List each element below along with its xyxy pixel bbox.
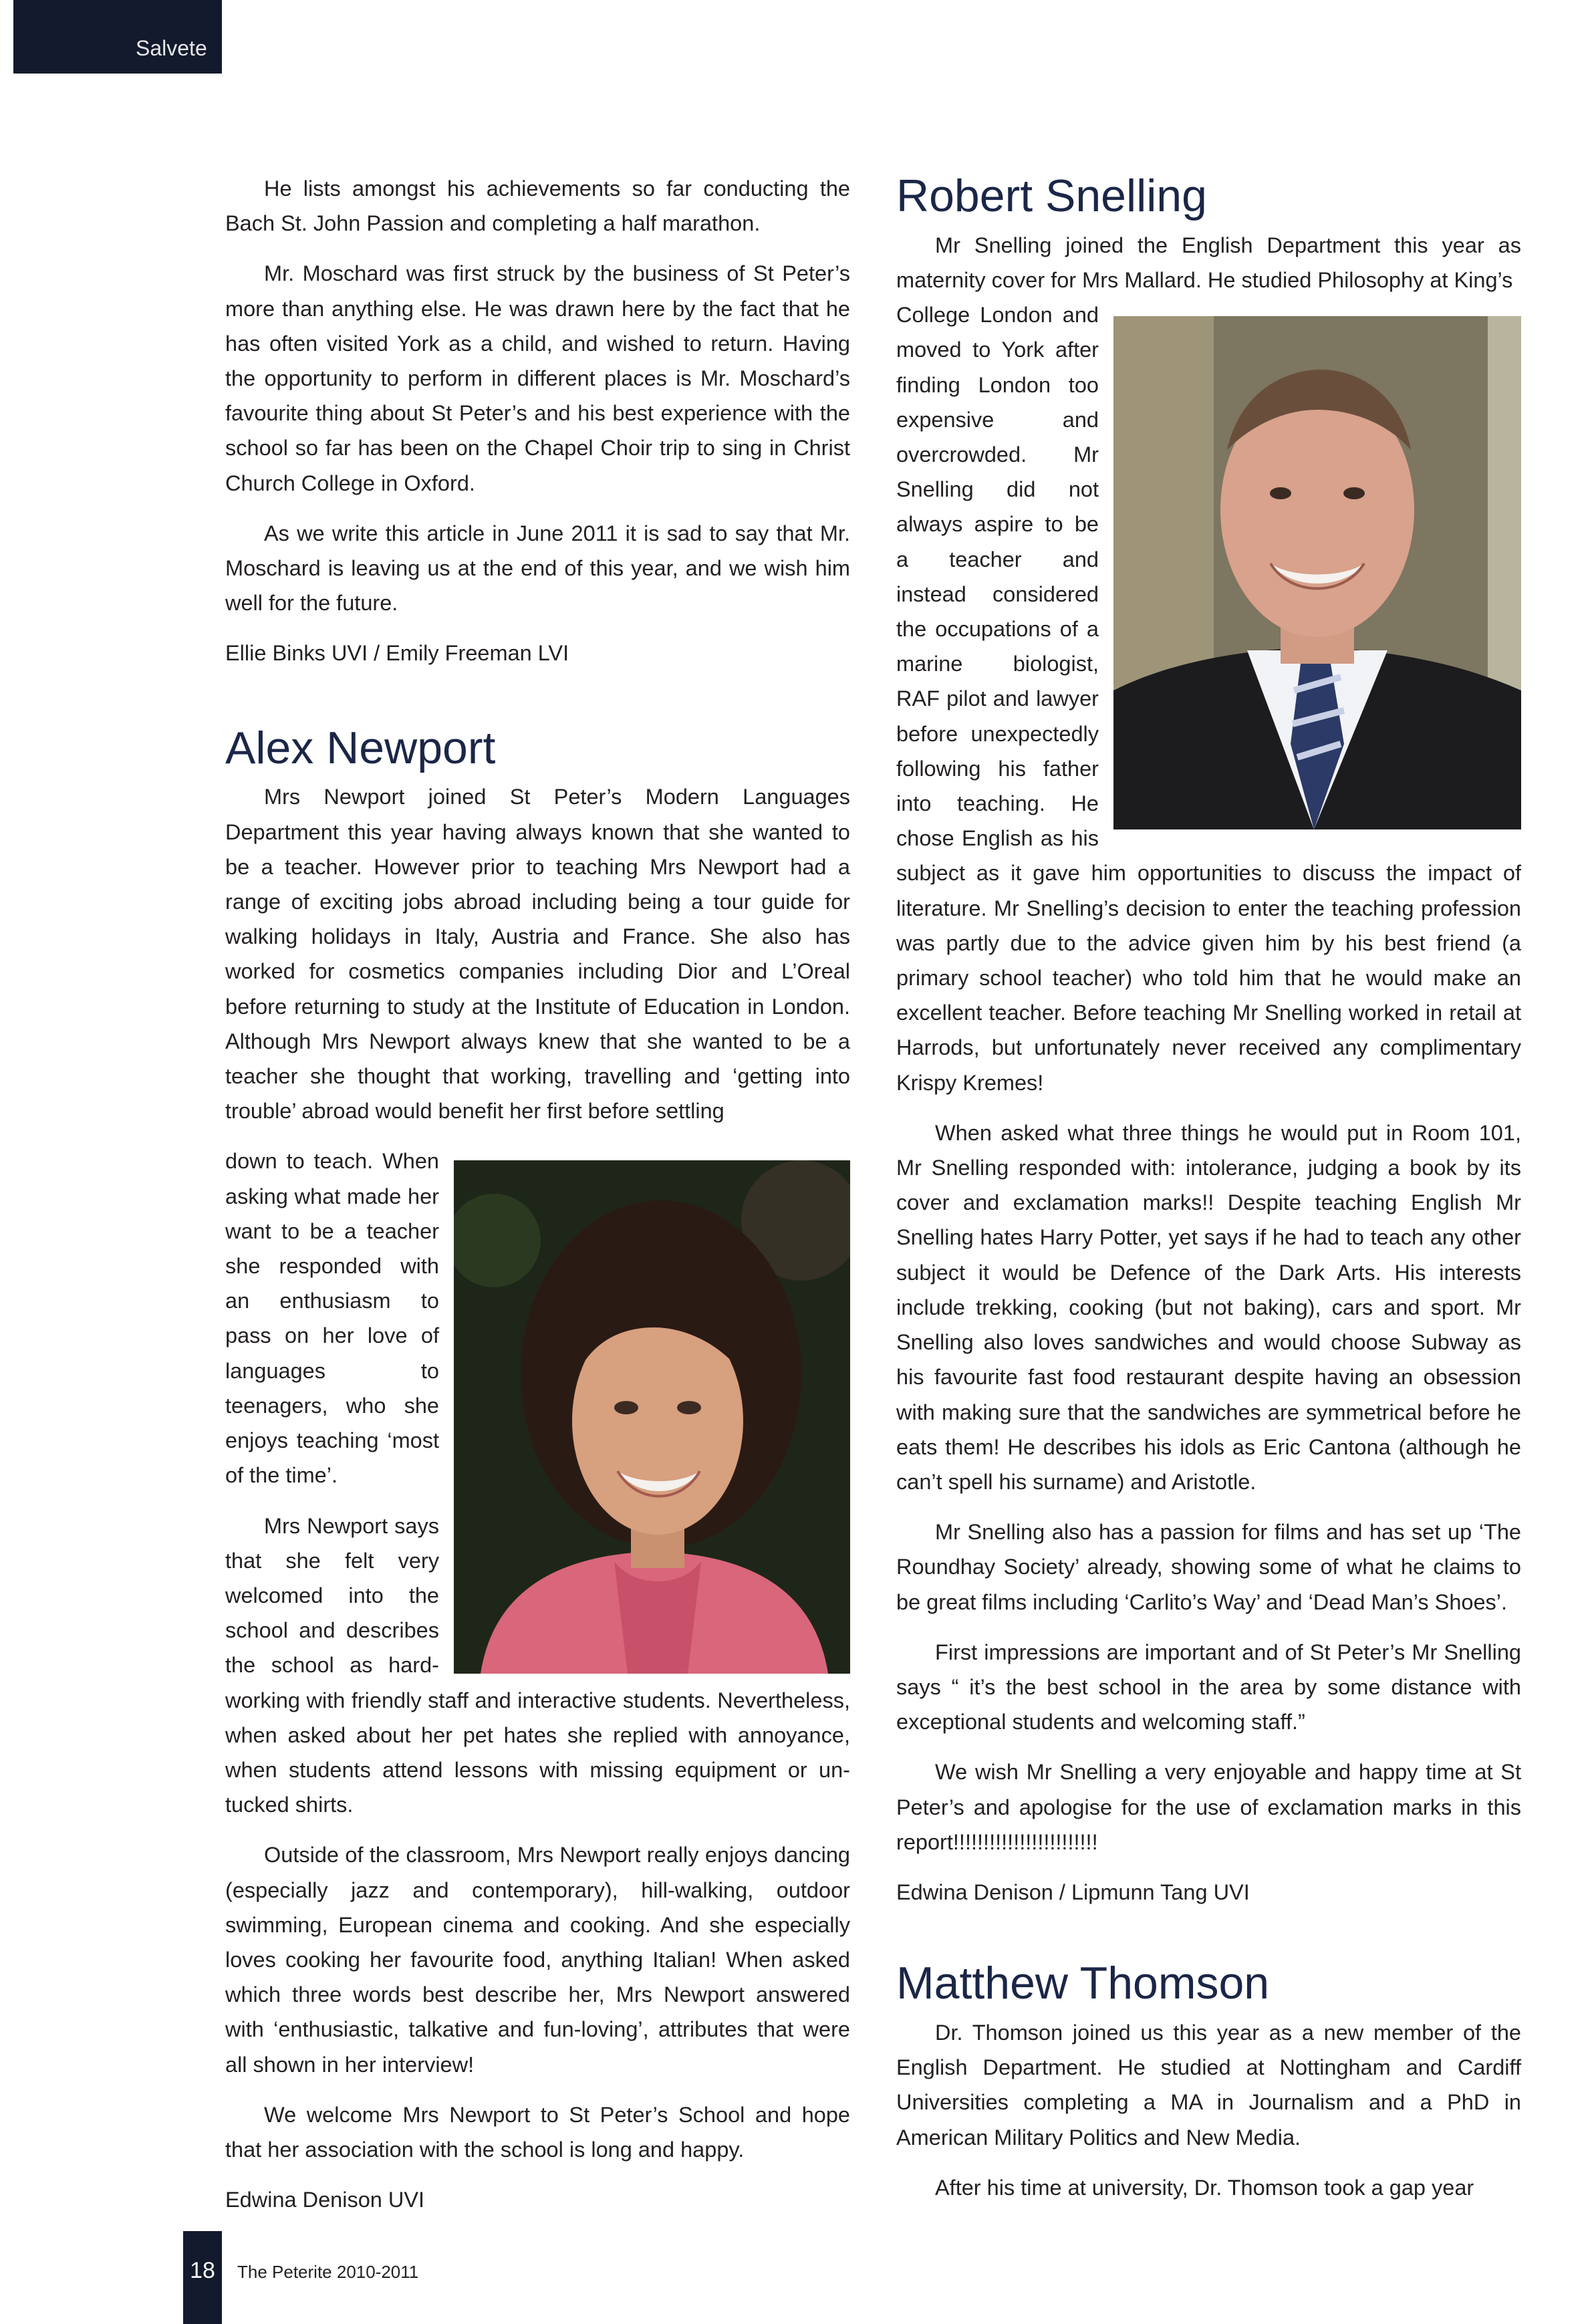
thomson-paragraph-2: After his time at university, Dr. Thomson took a gap year [935, 2175, 1474, 2200]
thomson-paragraph-1: Dr. Thomson joined us this year as a new member of the English Department. He studied at Nottingham and Cardiff Universities completing a MA in Journalism and a PhD in American Military Politics and New Media. [896, 2020, 1521, 2150]
portrait-woman-image [454, 1160, 850, 1674]
snelling-paragraph-3: Mr Snelling also has a passion for films and has set up ‘The Roundhay Society’ already, showing some of what he claims to be great films including ‘Carlito’s Way’ and ‘Dead Man’s Shoes’. [896, 1520, 1521, 1614]
intro-paragraph-3: As we write this article in June 2011 it is sad to say that Mr. Moschard is leaving us at the end of this year, and we wish him well for the future. [225, 521, 850, 616]
snelling-paragraph-4: First impressions are important and of St Peter’s Mr Snelling says “ it’s the best school in the area by some distance with exceptional students and welcoming staff.” [896, 1640, 1521, 1734]
intro-signature: Ellie Binks UVI / Emily Freeman LVI [225, 641, 569, 666]
snelling-signature: Edwina Denison / Lipmunn Tang UVI [896, 1880, 1250, 1904]
snelling-paragraph-1-intro: Mr Snelling joined the English Department this year as maternity cover for Mrs Mallard. He studied Philosophy at King’s [896, 233, 1521, 292]
snelling-paragraph-1-continued: College London and moved to York after finding London too expensive and overcrowded. Mr Snelling did not always aspire to be a teacher and instead considered the occupations of a marine biologist, RAF pilot and lawyer before unexpectedly following his father into teaching. He chose English as his subject as it gave him opportunities to discuss the impact of literature. Mr Snelling’s decision to enter the teaching profession was partly due to the advice given him by his best friend (a primary school teacher) who told him that he would make an excellent teacher. Before teaching Mr Snelling worked in retail at Harrods, but unfortunately never received any complimentary Krispy Kremes! [896, 303, 1521, 1095]
heading-alex-newport: Alex Newport [225, 722, 496, 773]
section-tab-label: Salvete [136, 36, 207, 60]
photo-robert-snelling [1113, 316, 1521, 829]
page-number-box [183, 2231, 222, 2324]
newport-paragraph-1-continued: down to teach. When asking what made her want to be a teacher she responded with an enthusiasm to pass on her love of languages to teenagers, who she enjoys teaching ‘most of the time’. [225, 1149, 439, 1488]
page-number: 18 [190, 2258, 215, 2283]
newport-paragraph-1-intro: Mrs Newport joined St Peter’s Modern Languages Department this year having always known that she wanted to be a teacher. However prior to teaching Mrs Newport had a range of exciting jobs abroad including being a tour guide for walking holidays in Italy, Austria and France. She also has worked for cosmetics companies including Dior and L’Oreal before returning to study at the Institute of Education in London. Although Mrs Newport always knew that she wanted to be a teacher she thought that working, travelling and ‘getting into trouble’ abroad would benefit her first before settling [225, 785, 850, 1124]
heading-robert-snelling: Robert Snelling [896, 170, 1207, 221]
newport-paragraph-3: Outside of the classroom, Mrs Newport really enjoys dancing (especially jazz and contemporary), hill-walking, outdoor swimming, European cinema and cooking. And she especially loves cooking her favourite food, anything Italian! When asked which three words best describe her, Mrs Newport answered with ‘enthusiastic, talkative and fun-loving’, attributes that were all shown in her interview! [225, 1843, 850, 2077]
portrait-man-image [1113, 316, 1521, 829]
left-column [225, 171, 850, 2232]
intro-paragraph-2: Mr. Moschard was first struck by the business of St Peter’s more than anything else. He was drawn here by the fact that he has often visited York as a child, and wished to return. Having the opportunity to perform in different places is Mr. Moschard’s favourite thing about St Peter’s and his best experience with the school so far has been on the Chapel Choir trip to sing in Christ Church College in Oxford. [225, 261, 850, 495]
heading-matthew-thomson: Matthew Thomson [896, 1958, 1270, 2009]
newport-signature: Edwina Denison UVI [225, 2188, 425, 2212]
newport-paragraph-2: Mrs Newport says that she felt very welcomed into the school and describes the school as hard-working with friendly staff and interactive students. Nevertheless, when asked about her pet hates she replied with annoyance, when students attend lessons with missing equipment or un-tucked shirts. [225, 1513, 850, 1817]
snelling-paragraph-2: When asked what three things he would put in Room 101, Mr Snelling responded with: intolerance, judging a book by its cover and exclamation marks!! Despite teaching English Mr Snelling hates Harry Potter, yet says if he had to teach any other subject it would be Defence of the Dark Arts. His interests include trekking, cooking (but not baking), cars and sport. Mr Snelling also loves sandwiches and would choose Subway as his favourite fast food restaurant despite having an obsession with making sure that the sandwiches are symmetrical before he eats them! He describes his idols as Eric Cantona (although he can’t spell his surname) and Aristotle. [896, 1120, 1521, 1494]
snelling-paragraph-5: We wish Mr Snelling a very enjoyable and happy time at St Peter’s and apologise for the use of exclamation marks in this report!!!!!!!!!!!!!!!!!!!!!!!! [896, 1760, 1521, 1854]
section-tab [13, 0, 222, 74]
intro-paragraph-1: He lists amongst his achievements so far conducting the Bach St. John Passion and completing a half marathon. [225, 176, 850, 236]
photo-alex-newport [454, 1160, 850, 1674]
newport-paragraph-4: We welcome Mrs Newport to St Peter’s School and hope that her association with the school is long and happy. [225, 2102, 850, 2162]
publication-title: The Peterite 2010-2011 [237, 2262, 419, 2282]
right-column [896, 171, 1521, 2220]
